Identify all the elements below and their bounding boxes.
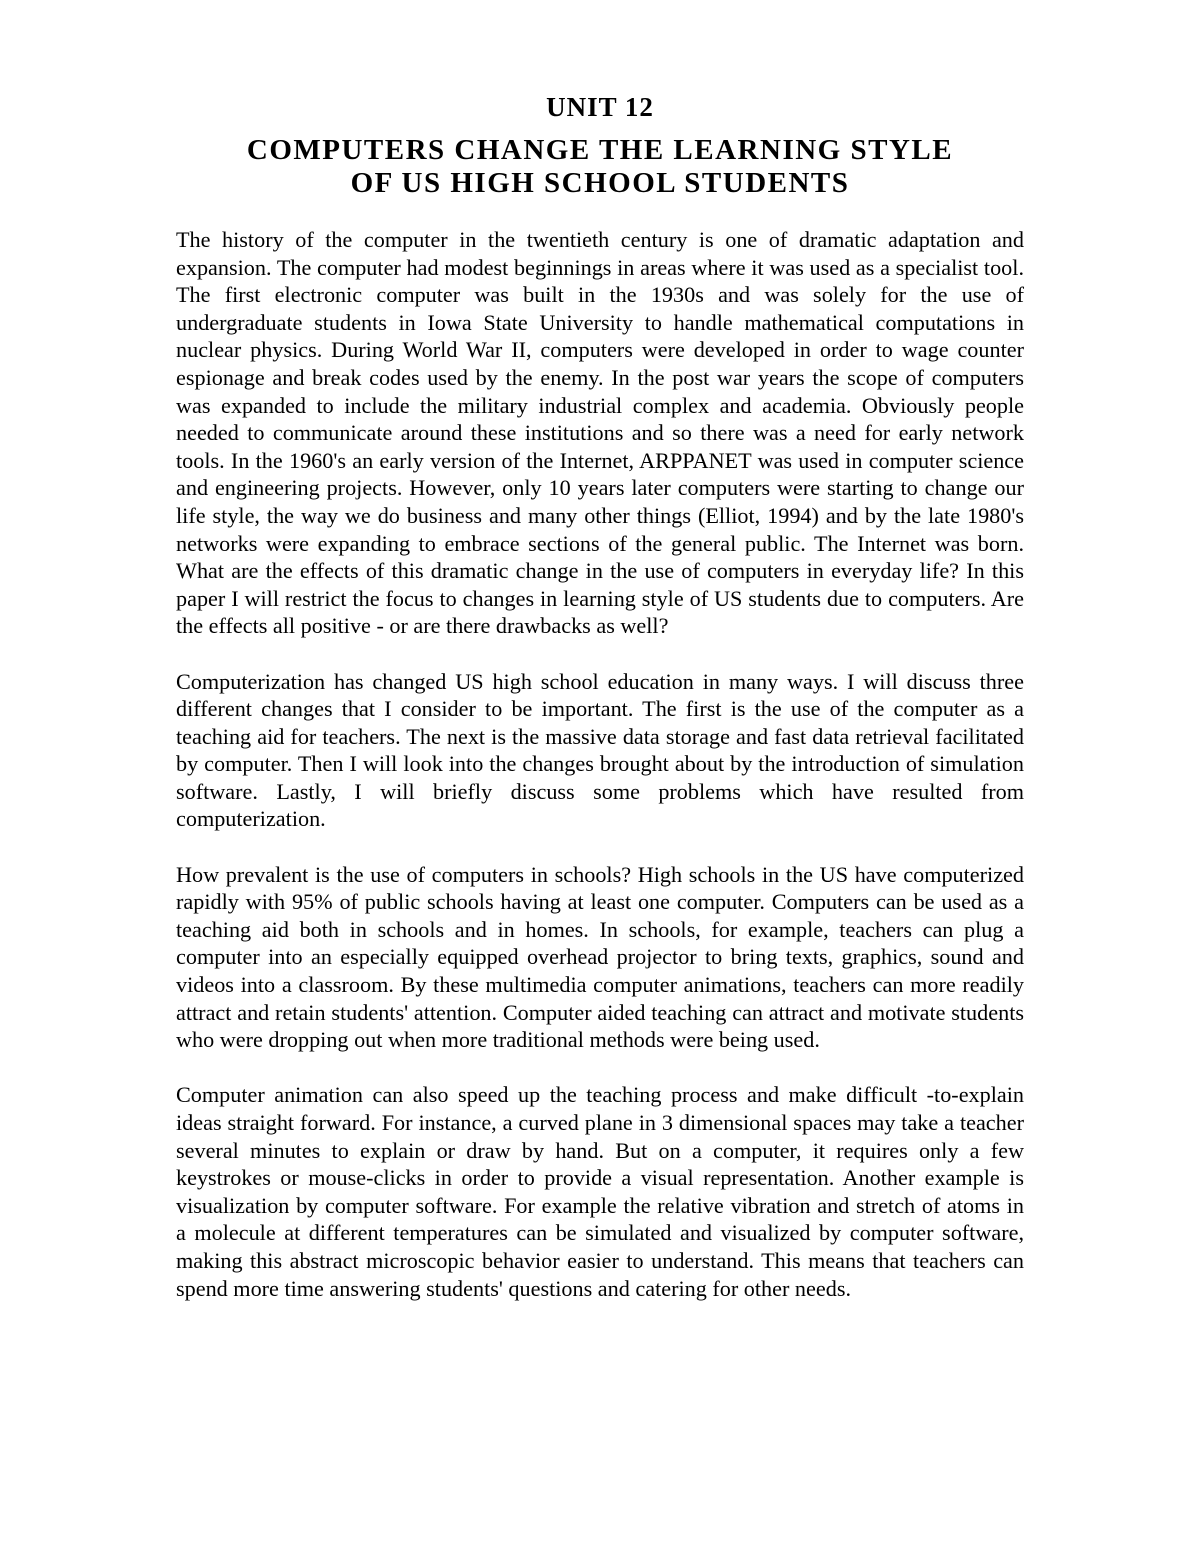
- paragraph-3: How prevalent is the use of computers in schools? High schools in the US have computerized rapidly with 95% of public schools having at least one computer. Computers can be used as a teaching aid both in schools and in homes. In schools, for example, teachers can plug a computer into an especially equipped overhead projector to bring texts, graphics, sound and videos into a classroom. By these multimedia computer animations, teachers can more readily attract and retain students' attention. Computer aided teaching can attract and motivate students who were dropping out when more traditional methods were being used.: [176, 861, 1024, 1053]
- document-body: [176, 226, 1024, 1302]
- page-title-line-2: OF US HIGH SCHOOL STUDENTS: [350, 167, 850, 199]
- page-title-line-1: COMPUTERS CHANGE THE LEARNING STYLE: [246, 134, 954, 166]
- unit-heading: UNIT 12: [546, 92, 654, 122]
- paragraph-4: Computer animation can also speed up the teaching process and make difficult -to-explain ideas straight forward. For instance, a curved plane in 3 dimensional spaces may take a teacher several minutes to explain or draw by hand. But on a computer, it requires only a few keystrokes or mouse-clicks in order to provide a visual representation. Another example is visualization by computer software. For example the relative vibration and stretch of atoms in a molecule at different temperatures can be simulated and visualized by computer software, making this abstract microscopic behavior easier to understand. This means that teachers can spend more time answering students' questions and catering for other needs.: [176, 1082, 1024, 1301]
- page-title: [0, 134, 1200, 200]
- paragraph-1: The history of the computer in the twentieth century is one of dramatic adaptation and expansion. The computer had modest beginnings in areas where it was used as a specialist tool. The first electronic computer was built in the 1930s and was solely for the use of undergraduate students in Iowa State University to handle mathematical computations in nuclear physics. During World War II, computers were developed in order to wage counter espionage and break codes used by the enemy. In the post war years the scope of computers was expanded to include the military industrial complex and academia. Obviously people needed to communicate around these institutions and so there was a need for early network tools. In the 1960's an early version of the Internet, ARPPANET was used in computer science and engineering projects. However, only 10 years later computers were starting to change our life style, the way we do business and many other things (Elliot, 1994) and by the late 1980's networks were expanding to embrace sections of the general public. The Internet was born. What are the effects of this dramatic change in the use of computers in everyday life? In this paper I will restrict the focus to changes in learning style of US students due to computers. Are the effects all positive - or are there drawbacks as well?: [176, 227, 1024, 639]
- paragraph-2: Computerization has changed US high school education in many ways. I will discuss three different changes that I consider to be important. The first is the use of the computer as a teaching aid for teachers. The next is the massive data storage and fast data retrieval facilitated by computer. Then I will look into the changes brought about by the introduction of simulation software. Lastly, I will briefly discuss some problems which have resulted from computerization.: [176, 668, 1024, 832]
